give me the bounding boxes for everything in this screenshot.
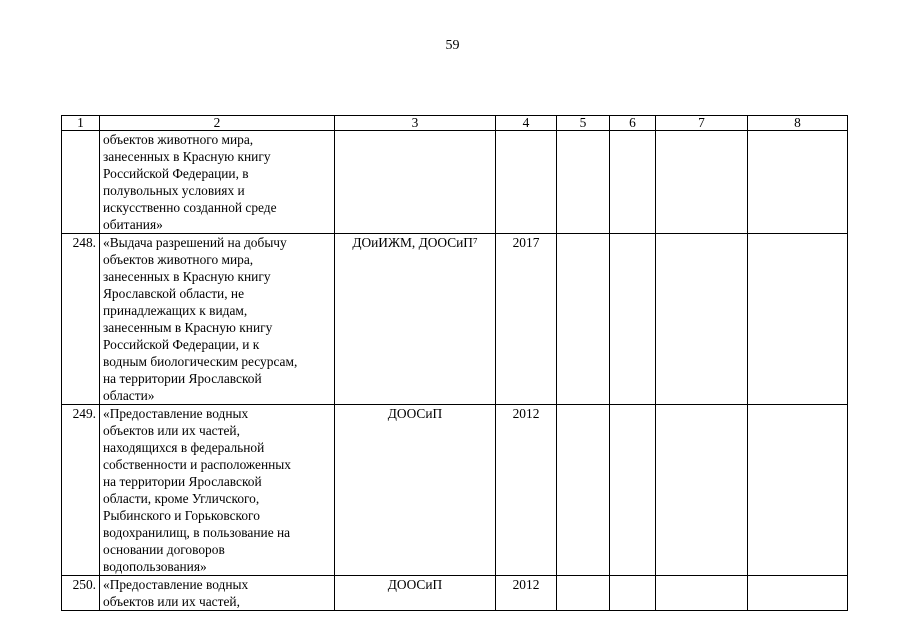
- description-cell: [100, 131, 335, 234]
- column-8-cell: [748, 405, 848, 576]
- column-6-cell: [610, 405, 656, 576]
- column-5-cell: [557, 234, 610, 405]
- department-cell: ДООСиП: [335, 405, 496, 576]
- description-line: находящихся в федеральной: [103, 440, 265, 455]
- description-line: водопользования»: [103, 559, 207, 574]
- description-cell: [100, 576, 335, 611]
- department-cell: ДООСиП: [335, 576, 496, 611]
- column-8-cell: [748, 576, 848, 611]
- table-row: [62, 405, 848, 576]
- header-cell: 8: [748, 116, 848, 131]
- year-cell: 2012: [496, 405, 557, 576]
- column-7-cell: [656, 131, 748, 234]
- description-line: «Предоставление водных: [103, 577, 249, 592]
- description-line: искусственно созданной среде: [103, 200, 277, 215]
- description-line: на территории Ярославской: [103, 474, 262, 489]
- column-7-cell: [656, 405, 748, 576]
- header-cell: 5: [557, 116, 610, 131]
- description-line: объектов животного мира,: [103, 252, 254, 267]
- description-cell: [100, 405, 335, 576]
- description-line: занесенных в Красную книгу: [103, 269, 271, 284]
- description-line: принадлежащих к видам,: [103, 303, 248, 318]
- column-8-cell: [748, 131, 848, 234]
- column-7-cell: [656, 576, 748, 611]
- description-line: области, кроме Угличского,: [103, 491, 260, 506]
- row-number-cell: 249.: [62, 405, 100, 576]
- column-7-cell: [656, 234, 748, 405]
- column-6-cell: [610, 576, 656, 611]
- description-line: Российской Федерации, в: [103, 166, 249, 181]
- description-line: на территории Ярославской: [103, 371, 262, 386]
- year-cell: 2017: [496, 234, 557, 405]
- column-6-cell: [610, 131, 656, 234]
- description-line: водным биологическим ресурсам,: [103, 354, 298, 369]
- description-line: занесенным в Красную книгу: [103, 320, 273, 335]
- header-cell: 4: [496, 116, 557, 131]
- year-cell: 2012: [496, 576, 557, 611]
- document-table: [61, 115, 848, 611]
- description-line: «Предоставление водных: [103, 406, 249, 421]
- year-cell: [496, 131, 557, 234]
- table-header-row: [62, 116, 848, 131]
- description-line: объектов животного мира,: [103, 132, 254, 147]
- description-line: обитания»: [103, 217, 163, 232]
- description-line: полувольных условиях и: [103, 183, 245, 198]
- description-line: Ярославской области, не: [103, 286, 245, 301]
- column-5-cell: [557, 405, 610, 576]
- description-line: объектов или их частей,: [103, 423, 240, 438]
- description-line: объектов или их частей,: [103, 594, 240, 609]
- row-number-cell: [62, 131, 100, 234]
- column-5-cell: [557, 131, 610, 234]
- department-cell: [335, 131, 496, 234]
- row-number-cell: 250.: [62, 576, 100, 611]
- description-line: Российской Федерации, и к: [103, 337, 260, 352]
- description-line: занесенных в Красную книгу: [103, 149, 271, 164]
- description-cell: [100, 234, 335, 405]
- description-line: «Выдача разрешений на добычу: [103, 235, 287, 250]
- column-8-cell: [748, 234, 848, 405]
- row-number-cell: 248.: [62, 234, 100, 405]
- table-row: [62, 576, 848, 611]
- header-cell: 6: [610, 116, 656, 131]
- description-line: области»: [103, 388, 155, 403]
- header-cell: 2: [100, 116, 335, 131]
- department-cell: ДОиИЖМ, ДООСиП⁷: [335, 234, 496, 405]
- column-6-cell: [610, 234, 656, 405]
- header-cell: 1: [62, 116, 100, 131]
- description-line: водохранилищ, в пользование на: [103, 525, 291, 540]
- column-5-cell: [557, 576, 610, 611]
- table-row: [62, 131, 848, 234]
- table-row: [62, 234, 848, 405]
- description-line: Рыбинского и Горьковского: [103, 508, 260, 523]
- header-cell: 7: [656, 116, 748, 131]
- description-line: собственности и расположенных: [103, 457, 291, 472]
- description-line: основании договоров: [103, 542, 225, 557]
- header-cell: 3: [335, 116, 496, 131]
- page-number: 59: [445, 38, 460, 53]
